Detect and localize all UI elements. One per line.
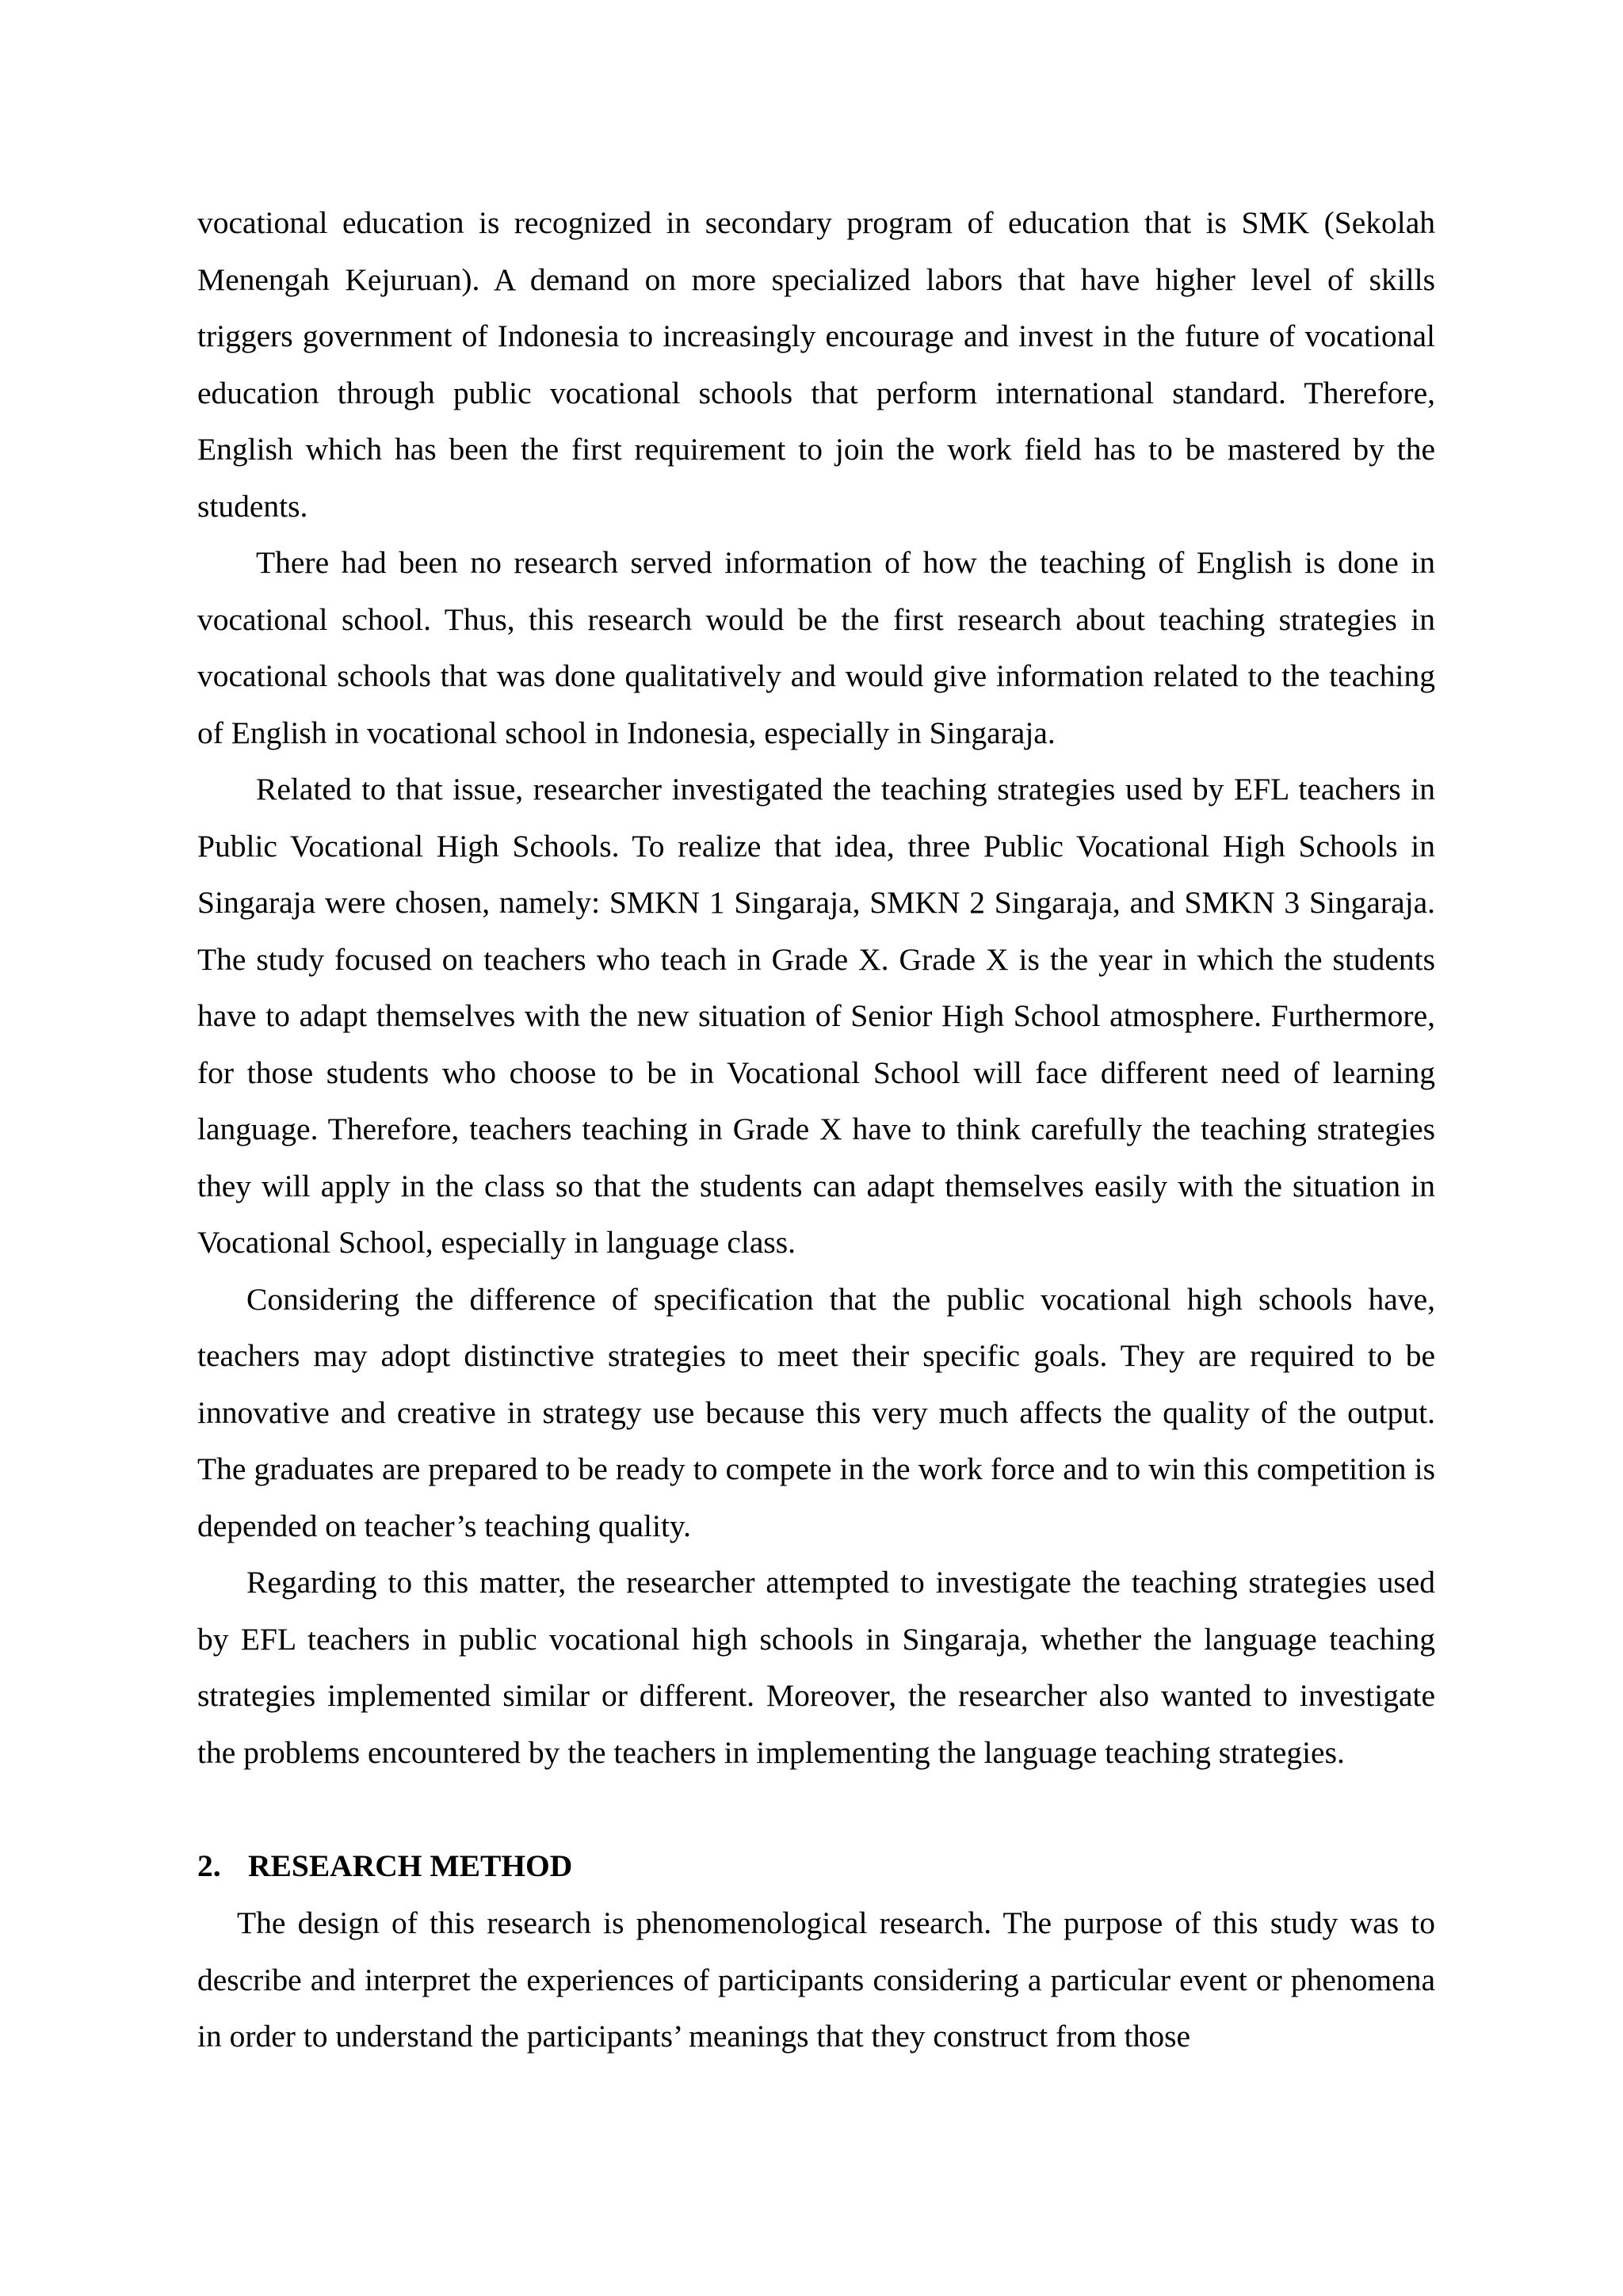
paragraph-considering-difference: Considering the difference of specification that the public vocational high schools have, teachers may adopt distinctive strategies to meet their specific goals. They are required to be innovative and creative in strategy use because this very much affects the quality of the output. The graduates are prepared to be ready to compete in the work force and to win this competition is depended on teacher’s teaching quality. [197,1281,1435,1543]
paragraph-related-issue: Related to that issue, researcher investigated the teaching strategies used by EFL teachers in Public Vocational High Schools. To realize that idea, three Public Vocational High Schools in Singaraja were chosen, namely: SMKN 1 Singaraja, SMKN 2 Singaraja, and SMKN 3 Singaraja. The study focused on teachers who teach in Grade X. Grade X is the year in which the students have to adapt themselves with the new situation of Senior High School atmosphere. Furthermore, for those students who choose to be in Vocational School will face different need of learning language. Therefore, teachers teaching in Grade X have to think carefully the teaching strategies they will apply in the class so that the students can adapt themselves easily with the situation in Vocational School, especially in language class. [197,772,1435,1260]
paragraph-regarding-matter: Regarding to this matter, the researcher attempted to investigate the teaching strategies used by EFL teachers in public vocational high schools in Singaraja, whether the language teaching strategies implemented similar or different. Moreover, the researcher also wanted to investigate the problems encountered by the teachers in implementing the language teaching strategies. [197,1565,1435,1770]
section-title: RESEARCH METHOD [248,1848,573,1883]
section-heading [197,1837,1435,1895]
page-body [197,195,1435,2065]
paragraph-intro-continuation: vocational education is recognized in secondary program of education that is SMK (Sekolah Menengah Kejuruan). A demand on more specialized labors that have higher level of skills triggers government of Indonesia to increasingly encourage and invest in the future of vocational education through public vocational schools that perform international standard. Therefore, English which has been the first requirement to join the work field has to be mastered by the students. [197,205,1435,524]
paragraph-research-design: The design of this research is phenomenological research. The purpose of this study was to describe and interpret the experiences of participants considering a particular event or phenomena in order to understand the participants’ meanings that they construct from those [197,1905,1435,2054]
paragraph-no-prior-research: There had been no research served information of how the teaching of English is done in vocational school. Thus, this research would be the first research about teaching strategies in vocational schools that was done qualitatively and would give information related to the teaching of English in vocational school in Indonesia, especially in Singaraja. [197,545,1435,750]
section-number: 2. [197,1848,221,1883]
